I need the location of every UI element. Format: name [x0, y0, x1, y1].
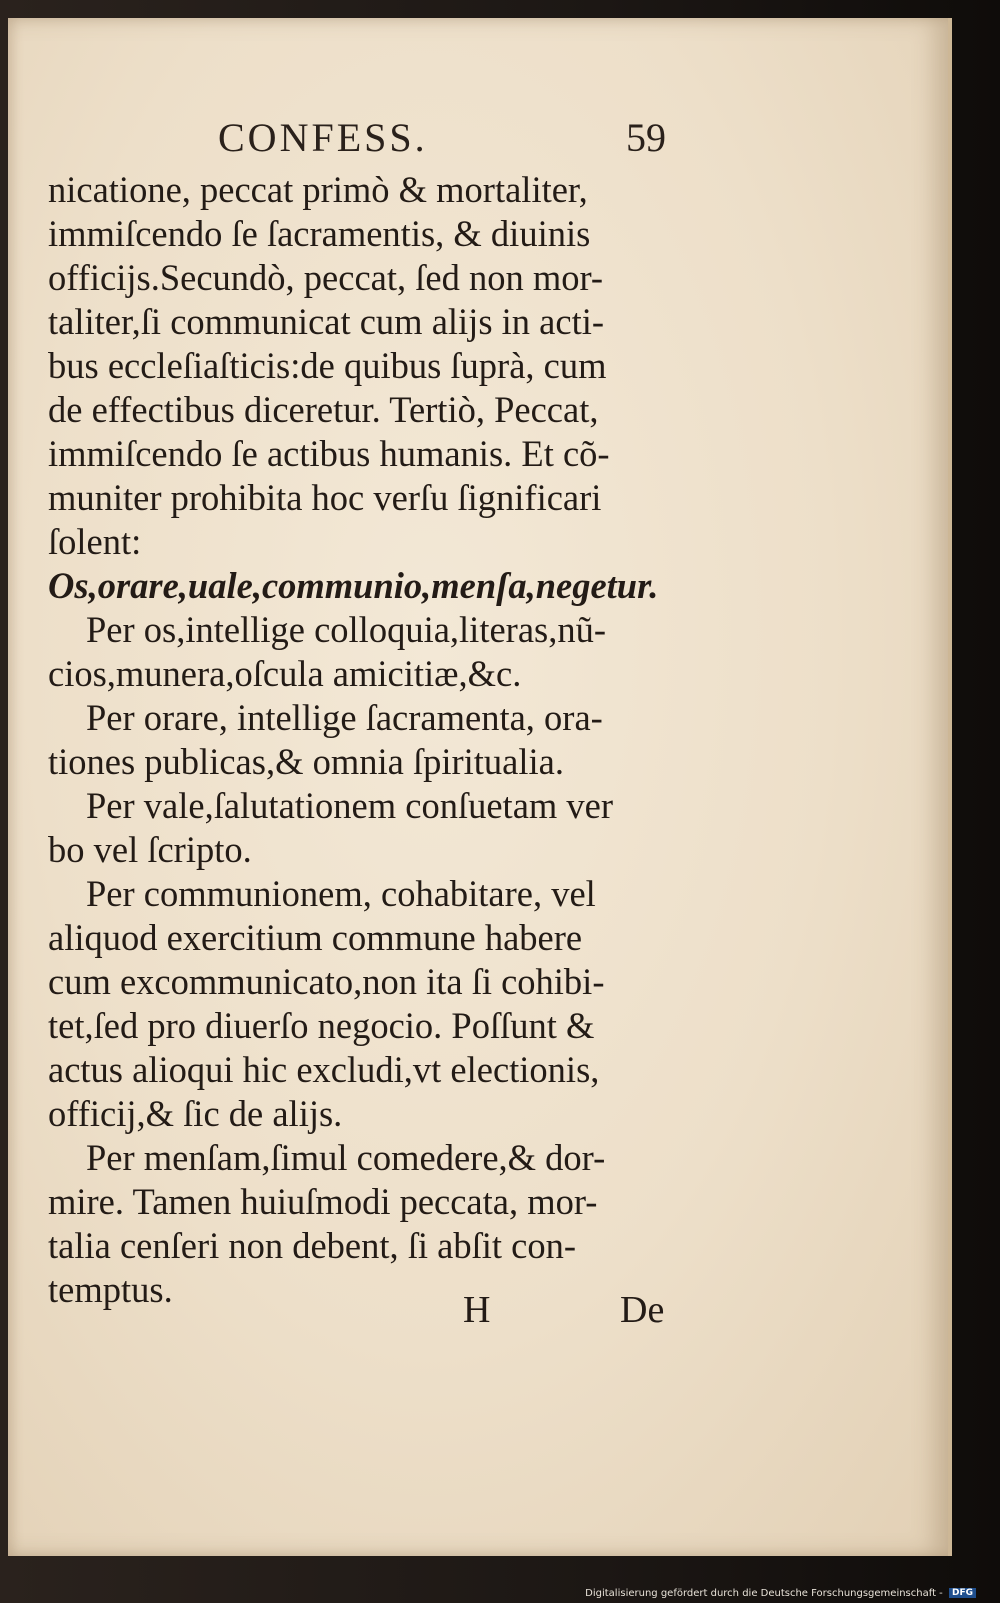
- text-line: mire. Tamen huiuſmodi peccata, mor-: [48, 1181, 598, 1222]
- text-line: cios,munera,oſcula amicitiæ,&c.: [48, 653, 522, 694]
- text-line: aliquod exercitium commune habere: [48, 917, 583, 958]
- text-line: ſolent:: [48, 521, 142, 562]
- text-line: bo vel ſcripto.: [48, 829, 252, 870]
- page-footer: [8, 1288, 948, 1338]
- text-line: tet,ſed pro diuerſo negocio. Poſſunt &: [48, 1005, 595, 1046]
- signature-mark: H: [463, 1289, 491, 1331]
- text-line: immiſcendo ſe actibus humanis. Et cõ-: [48, 433, 610, 474]
- page-header: [8, 114, 948, 174]
- text-line: immiſcendo ſe ſacramentis, & diuinis: [48, 213, 591, 254]
- text-line: muniter prohibita hoc verſu ſignificari: [48, 477, 602, 518]
- text-line: officij,& ſic de alijs.: [48, 1093, 343, 1134]
- running-head: CONFESS.: [218, 115, 428, 160]
- catchword: De: [620, 1289, 665, 1331]
- body-text: [48, 168, 673, 1312]
- text-line: taliter,ſi communicat cum alijs in acti-: [48, 301, 605, 342]
- verse-line: Os,orare,uale,communio,menſa,negetur.: [48, 565, 659, 606]
- text-line: Per menſam,ſimul comedere,& dor-: [86, 1137, 606, 1178]
- text-line: Per communionem, cohabitare, vel: [86, 873, 596, 914]
- text-line: talia cenſeri non debent, ſi abſit con-: [48, 1225, 577, 1266]
- dfg-logo-icon: DFG: [949, 1588, 976, 1598]
- text-line: officijs.Secundò, peccat, ſed non mor-: [48, 257, 604, 298]
- credit-text: Digitalisierung gefördert durch die Deutsche Forschungsgemeinschaft -: [585, 1588, 943, 1599]
- digitization-credit: [585, 1588, 976, 1599]
- text-line: nicatione, peccat primò & mortaliter,: [48, 169, 588, 210]
- text-line: cum excommunicato,non ita ſi cohibi-: [48, 961, 605, 1002]
- text-line: Per os,intellige colloquia,literas,nũ-: [86, 609, 607, 650]
- text-line: Per orare, intellige ſacramenta, ora-: [86, 697, 603, 738]
- text-line: Per vale,ſalutationem conſuetam ver: [86, 785, 614, 826]
- text-line: actus alioqui hic excludi,vt electionis,: [48, 1049, 600, 1090]
- book-page: [8, 18, 952, 1556]
- text-line: tiones publicas,& omnia ſpiritualia.: [48, 741, 564, 782]
- text-line: de effectibus diceretur. Tertiò, Peccat,: [48, 389, 599, 430]
- text-line: bus eccleſiaſticis:de quibus ſuprà, cum: [48, 345, 607, 386]
- text-line: temptus.: [48, 1269, 173, 1310]
- page-number: 59: [626, 115, 666, 160]
